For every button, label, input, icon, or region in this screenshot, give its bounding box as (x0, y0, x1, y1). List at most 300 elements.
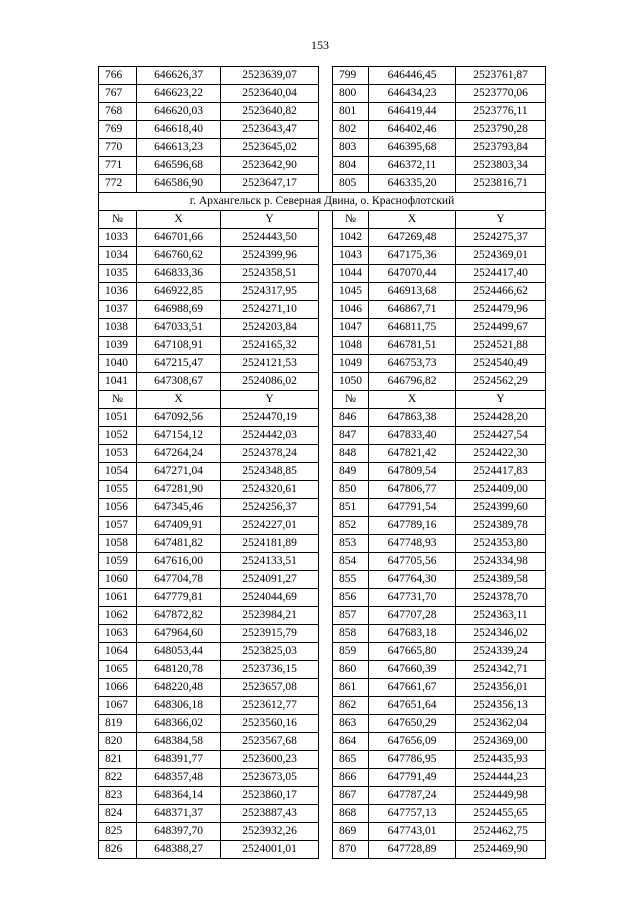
x-coordinate: 646613,23 (137, 139, 221, 157)
x-coordinate: 647704,78 (137, 571, 221, 589)
x-coordinate: 646796,82 (369, 373, 456, 391)
point-number: 1054 (99, 463, 137, 481)
column-gap (319, 553, 333, 571)
point-number: 804 (333, 157, 369, 175)
column-gap (319, 805, 333, 823)
point-number: 1041 (99, 373, 137, 391)
y-coordinate: 2524165,32 (221, 337, 319, 355)
point-number: 1053 (99, 445, 137, 463)
point-number: 1036 (99, 283, 137, 301)
table-row (99, 553, 546, 571)
column-gap (319, 517, 333, 535)
x-coordinate: 647789,16 (369, 517, 456, 535)
header-point-number: № (99, 391, 137, 409)
y-coordinate: 2524462,75 (456, 823, 546, 841)
column-gap (319, 85, 333, 103)
point-number: 1062 (99, 607, 137, 625)
x-coordinate: 646372,11 (369, 157, 456, 175)
column-gap (319, 769, 333, 787)
x-coordinate: 647269,48 (369, 229, 456, 247)
column-gap (319, 733, 333, 751)
y-coordinate: 2524444,23 (456, 769, 546, 787)
table-row (99, 571, 546, 589)
column-gap (319, 499, 333, 517)
table-row (99, 499, 546, 517)
point-number: 849 (333, 463, 369, 481)
column-gap (319, 391, 333, 409)
column-gap (319, 319, 333, 337)
point-number: 850 (333, 481, 369, 499)
x-coordinate: 646446,45 (369, 67, 456, 85)
table-row (99, 661, 546, 679)
x-coordinate: 646760,62 (137, 247, 221, 265)
y-coordinate: 2524428,20 (456, 409, 546, 427)
y-coordinate: 2524181,89 (221, 535, 319, 553)
y-coordinate: 2524353,80 (456, 535, 546, 553)
x-coordinate: 646811,75 (369, 319, 456, 337)
point-number: 1061 (99, 589, 137, 607)
x-coordinate: 647264,24 (137, 445, 221, 463)
table-row (99, 103, 546, 121)
x-coordinate: 646913,68 (369, 283, 456, 301)
y-coordinate: 2524399,60 (456, 499, 546, 517)
y-coordinate: 2524091,27 (221, 571, 319, 589)
column-gap (319, 661, 333, 679)
column-gap (319, 265, 333, 283)
table-row (99, 535, 546, 553)
point-number: 1055 (99, 481, 137, 499)
x-coordinate: 646434,23 (369, 85, 456, 103)
y-coordinate: 2524378,70 (456, 589, 546, 607)
y-coordinate: 2524562,29 (456, 373, 546, 391)
y-coordinate: 2523825,03 (221, 643, 319, 661)
point-number: 770 (99, 139, 137, 157)
x-coordinate: 646753,73 (369, 355, 456, 373)
point-number: 1064 (99, 643, 137, 661)
y-coordinate: 2523612,77 (221, 697, 319, 715)
y-coordinate: 2524443,50 (221, 229, 319, 247)
y-coordinate: 2523640,04 (221, 85, 319, 103)
y-coordinate: 2524356,13 (456, 697, 546, 715)
y-coordinate: 2524348,85 (221, 463, 319, 481)
column-gap (319, 121, 333, 139)
table-row (99, 85, 546, 103)
point-number: 767 (99, 85, 137, 103)
y-coordinate: 2524409,00 (456, 481, 546, 499)
table-row (99, 265, 546, 283)
y-coordinate: 2523915,79 (221, 625, 319, 643)
point-number: 1059 (99, 553, 137, 571)
table-row (99, 283, 546, 301)
y-coordinate: 2524001,01 (221, 841, 319, 859)
column-gap (319, 211, 333, 229)
x-coordinate: 647660,39 (369, 661, 456, 679)
x-coordinate: 648366,02 (137, 715, 221, 733)
table-row (99, 733, 546, 751)
point-number: 1043 (333, 247, 369, 265)
x-coordinate: 648053,44 (137, 643, 221, 661)
x-coordinate: 647728,89 (369, 841, 456, 859)
table-row (99, 67, 546, 85)
x-coordinate: 647764,30 (369, 571, 456, 589)
section-title: г. Архангельск р. Северная Двина, о. Краснофлотский (99, 193, 546, 211)
column-gap (319, 589, 333, 607)
column-gap (319, 625, 333, 643)
table-row (99, 319, 546, 337)
point-number: 819 (99, 715, 137, 733)
y-coordinate: 2524346,02 (456, 625, 546, 643)
table-row (99, 409, 546, 427)
table-row (99, 229, 546, 247)
table-row (99, 247, 546, 265)
point-number: 1049 (333, 355, 369, 373)
x-coordinate: 648364,14 (137, 787, 221, 805)
x-coordinate: 648120,78 (137, 661, 221, 679)
x-coordinate: 647661,67 (369, 679, 456, 697)
table-row (99, 697, 546, 715)
y-coordinate: 2524121,53 (221, 355, 319, 373)
table-row (99, 823, 546, 841)
table-row (99, 121, 546, 139)
point-number: 826 (99, 841, 137, 859)
table-row (99, 481, 546, 499)
column-gap (319, 841, 333, 859)
point-number: 853 (333, 535, 369, 553)
table-row (99, 841, 546, 859)
point-number: 820 (99, 733, 137, 751)
column-gap (319, 229, 333, 247)
point-number: 859 (333, 643, 369, 661)
column-gap (319, 751, 333, 769)
y-coordinate: 2524466,62 (456, 283, 546, 301)
x-coordinate: 646419,44 (369, 103, 456, 121)
x-coordinate: 646922,85 (137, 283, 221, 301)
point-number: 771 (99, 157, 137, 175)
y-coordinate: 2524271,10 (221, 301, 319, 319)
point-number: 865 (333, 751, 369, 769)
table-row (99, 157, 546, 175)
y-coordinate: 2524317,95 (221, 283, 319, 301)
table-row (99, 589, 546, 607)
point-number: 1037 (99, 301, 137, 319)
header-y-coordinate: Y (221, 211, 319, 229)
y-coordinate: 2523860,17 (221, 787, 319, 805)
x-coordinate: 646402,46 (369, 121, 456, 139)
column-gap (319, 175, 333, 193)
point-number: 1063 (99, 625, 137, 643)
x-coordinate: 646596,68 (137, 157, 221, 175)
x-coordinate: 647787,24 (369, 787, 456, 805)
y-coordinate: 2524455,65 (456, 805, 546, 823)
column-gap (319, 247, 333, 265)
point-number: 801 (333, 103, 369, 121)
point-number: 1042 (333, 229, 369, 247)
point-number: 861 (333, 679, 369, 697)
y-coordinate: 2524369,01 (456, 247, 546, 265)
y-coordinate: 2524320,61 (221, 481, 319, 499)
table-row (99, 427, 546, 445)
point-number: 803 (333, 139, 369, 157)
y-coordinate: 2524389,58 (456, 571, 546, 589)
x-coordinate: 648397,70 (137, 823, 221, 841)
x-coordinate: 647656,09 (369, 733, 456, 751)
y-coordinate: 2524203,84 (221, 319, 319, 337)
point-number: 863 (333, 715, 369, 733)
y-coordinate: 2523642,90 (221, 157, 319, 175)
point-number: 869 (333, 823, 369, 841)
y-coordinate: 2523600,23 (221, 751, 319, 769)
y-coordinate: 2524256,37 (221, 499, 319, 517)
y-coordinate: 2524133,51 (221, 553, 319, 571)
point-number: 1067 (99, 697, 137, 715)
x-coordinate: 647791,49 (369, 769, 456, 787)
header-y-coordinate: Y (456, 211, 546, 229)
point-number: 847 (333, 427, 369, 445)
x-coordinate: 647791,54 (369, 499, 456, 517)
y-coordinate: 2523645,02 (221, 139, 319, 157)
header-x-coordinate: X (369, 391, 456, 409)
y-coordinate: 2523736,15 (221, 661, 319, 679)
column-gap (319, 535, 333, 553)
x-coordinate: 646623,22 (137, 85, 221, 103)
point-number: 852 (333, 517, 369, 535)
column-gap (319, 67, 333, 85)
point-number: 851 (333, 499, 369, 517)
y-coordinate: 2523640,82 (221, 103, 319, 121)
point-number: 1065 (99, 661, 137, 679)
point-number: 769 (99, 121, 137, 139)
point-number: 1057 (99, 517, 137, 535)
point-number: 1052 (99, 427, 137, 445)
x-coordinate: 647092,56 (137, 409, 221, 427)
x-coordinate: 647271,04 (137, 463, 221, 481)
x-coordinate: 647809,54 (369, 463, 456, 481)
x-coordinate: 648357,48 (137, 769, 221, 787)
point-number: 1051 (99, 409, 137, 427)
table-row (99, 445, 546, 463)
x-coordinate: 646395,68 (369, 139, 456, 157)
column-gap (319, 409, 333, 427)
x-coordinate: 647616,00 (137, 553, 221, 571)
point-number: 846 (333, 409, 369, 427)
y-coordinate: 2523770,06 (456, 85, 546, 103)
y-coordinate: 2523560,16 (221, 715, 319, 733)
point-number: 857 (333, 607, 369, 625)
column-gap (319, 607, 333, 625)
point-number: 867 (333, 787, 369, 805)
table-row (99, 805, 546, 823)
y-coordinate: 2524363,11 (456, 607, 546, 625)
y-coordinate: 2524479,96 (456, 301, 546, 319)
point-number: 805 (333, 175, 369, 193)
header-row (99, 391, 546, 409)
y-coordinate: 2523887,43 (221, 805, 319, 823)
x-coordinate: 647731,70 (369, 589, 456, 607)
header-y-coordinate: Y (221, 391, 319, 409)
header-point-number: № (333, 391, 369, 409)
y-coordinate: 2524275,37 (456, 229, 546, 247)
column-gap (319, 103, 333, 121)
y-coordinate: 2524435,93 (456, 751, 546, 769)
page-number: 153 (311, 38, 329, 52)
x-coordinate: 647821,42 (369, 445, 456, 463)
x-coordinate: 647108,91 (137, 337, 221, 355)
x-coordinate: 647964,60 (137, 625, 221, 643)
header-point-number: № (333, 211, 369, 229)
y-coordinate: 2524469,90 (456, 841, 546, 859)
point-number: 848 (333, 445, 369, 463)
table-row (99, 679, 546, 697)
x-coordinate: 646586,90 (137, 175, 221, 193)
table-row (99, 463, 546, 481)
header-y-coordinate: Y (456, 391, 546, 409)
y-coordinate: 2523984,21 (221, 607, 319, 625)
point-number: 860 (333, 661, 369, 679)
y-coordinate: 2524427,54 (456, 427, 546, 445)
point-number: 868 (333, 805, 369, 823)
table-row (99, 301, 546, 319)
column-gap (319, 139, 333, 157)
x-coordinate: 647409,91 (137, 517, 221, 535)
point-number: 1038 (99, 319, 137, 337)
y-coordinate: 2524499,67 (456, 319, 546, 337)
y-coordinate: 2524227,01 (221, 517, 319, 535)
x-coordinate: 647806,77 (369, 481, 456, 499)
y-coordinate: 2524449,98 (456, 787, 546, 805)
point-number: 824 (99, 805, 137, 823)
x-coordinate: 647070,44 (369, 265, 456, 283)
column-gap (319, 301, 333, 319)
point-number: 822 (99, 769, 137, 787)
x-coordinate: 647651,64 (369, 697, 456, 715)
table-row (99, 607, 546, 625)
column-gap (319, 571, 333, 589)
table-row (99, 175, 546, 193)
point-number: 1058 (99, 535, 137, 553)
x-coordinate: 647665,80 (369, 643, 456, 661)
y-coordinate: 2523657,08 (221, 679, 319, 697)
point-number: 821 (99, 751, 137, 769)
point-number: 766 (99, 67, 137, 85)
point-number: 866 (333, 769, 369, 787)
point-number: 799 (333, 67, 369, 85)
y-coordinate: 2523643,47 (221, 121, 319, 139)
y-coordinate: 2524389,78 (456, 517, 546, 535)
x-coordinate: 646781,51 (369, 337, 456, 355)
table-row (99, 517, 546, 535)
column-gap (319, 787, 333, 805)
point-number: 1040 (99, 355, 137, 373)
y-coordinate: 2523793,84 (456, 139, 546, 157)
y-coordinate: 2523816,71 (456, 175, 546, 193)
x-coordinate: 647707,28 (369, 607, 456, 625)
y-coordinate: 2524334,98 (456, 553, 546, 571)
y-coordinate: 2523761,87 (456, 67, 546, 85)
y-coordinate: 2524540,49 (456, 355, 546, 373)
y-coordinate: 2524470,19 (221, 409, 319, 427)
y-coordinate: 2523932,26 (221, 823, 319, 841)
y-coordinate: 2524422,30 (456, 445, 546, 463)
column-gap (319, 373, 333, 391)
table-row (99, 373, 546, 391)
x-coordinate: 646701,66 (137, 229, 221, 247)
x-coordinate: 646988,69 (137, 301, 221, 319)
point-number: 1035 (99, 265, 137, 283)
point-number: 855 (333, 571, 369, 589)
column-gap (319, 355, 333, 373)
y-coordinate: 2523647,17 (221, 175, 319, 193)
y-coordinate: 2524362,04 (456, 715, 546, 733)
header-x-coordinate: X (369, 211, 456, 229)
x-coordinate: 648371,37 (137, 805, 221, 823)
column-gap (319, 463, 333, 481)
column-gap (319, 283, 333, 301)
header-point-number: № (99, 211, 137, 229)
point-number: 825 (99, 823, 137, 841)
column-gap (319, 481, 333, 499)
x-coordinate: 647863,38 (369, 409, 456, 427)
table-row (99, 751, 546, 769)
x-coordinate: 647481,82 (137, 535, 221, 553)
y-coordinate: 2523673,05 (221, 769, 319, 787)
point-number: 1034 (99, 247, 137, 265)
x-coordinate: 647779,81 (137, 589, 221, 607)
point-number: 856 (333, 589, 369, 607)
point-number: 854 (333, 553, 369, 571)
x-coordinate: 647743,01 (369, 823, 456, 841)
y-coordinate: 2524358,51 (221, 265, 319, 283)
table-row (99, 337, 546, 355)
point-number: 864 (333, 733, 369, 751)
x-coordinate: 647345,46 (137, 499, 221, 517)
x-coordinate: 647833,40 (369, 427, 456, 445)
y-coordinate: 2524521,88 (456, 337, 546, 355)
y-coordinate: 2524369,00 (456, 733, 546, 751)
x-coordinate: 648388,27 (137, 841, 221, 859)
point-number: 858 (333, 625, 369, 643)
y-coordinate: 2524086,02 (221, 373, 319, 391)
x-coordinate: 648391,77 (137, 751, 221, 769)
x-coordinate: 646867,71 (369, 301, 456, 319)
x-coordinate: 647154,12 (137, 427, 221, 445)
x-coordinate: 646335,20 (369, 175, 456, 193)
column-gap (319, 715, 333, 733)
header-x-coordinate: X (137, 391, 221, 409)
point-number: 1056 (99, 499, 137, 517)
x-coordinate: 647308,67 (137, 373, 221, 391)
x-coordinate: 647215,47 (137, 355, 221, 373)
y-coordinate: 2524356,01 (456, 679, 546, 697)
coordinates-table (98, 66, 546, 859)
point-number: 1050 (333, 373, 369, 391)
header-row (99, 211, 546, 229)
point-number: 802 (333, 121, 369, 139)
table-row (99, 769, 546, 787)
table-row (99, 139, 546, 157)
x-coordinate: 647757,13 (369, 805, 456, 823)
table-row (99, 643, 546, 661)
column-gap (319, 427, 333, 445)
column-gap (319, 823, 333, 841)
point-number: 823 (99, 787, 137, 805)
y-coordinate: 2524378,24 (221, 445, 319, 463)
point-number: 1048 (333, 337, 369, 355)
x-coordinate: 646620,03 (137, 103, 221, 121)
point-number: 768 (99, 103, 137, 121)
y-coordinate: 2523790,28 (456, 121, 546, 139)
x-coordinate: 647872,82 (137, 607, 221, 625)
point-number: 1047 (333, 319, 369, 337)
